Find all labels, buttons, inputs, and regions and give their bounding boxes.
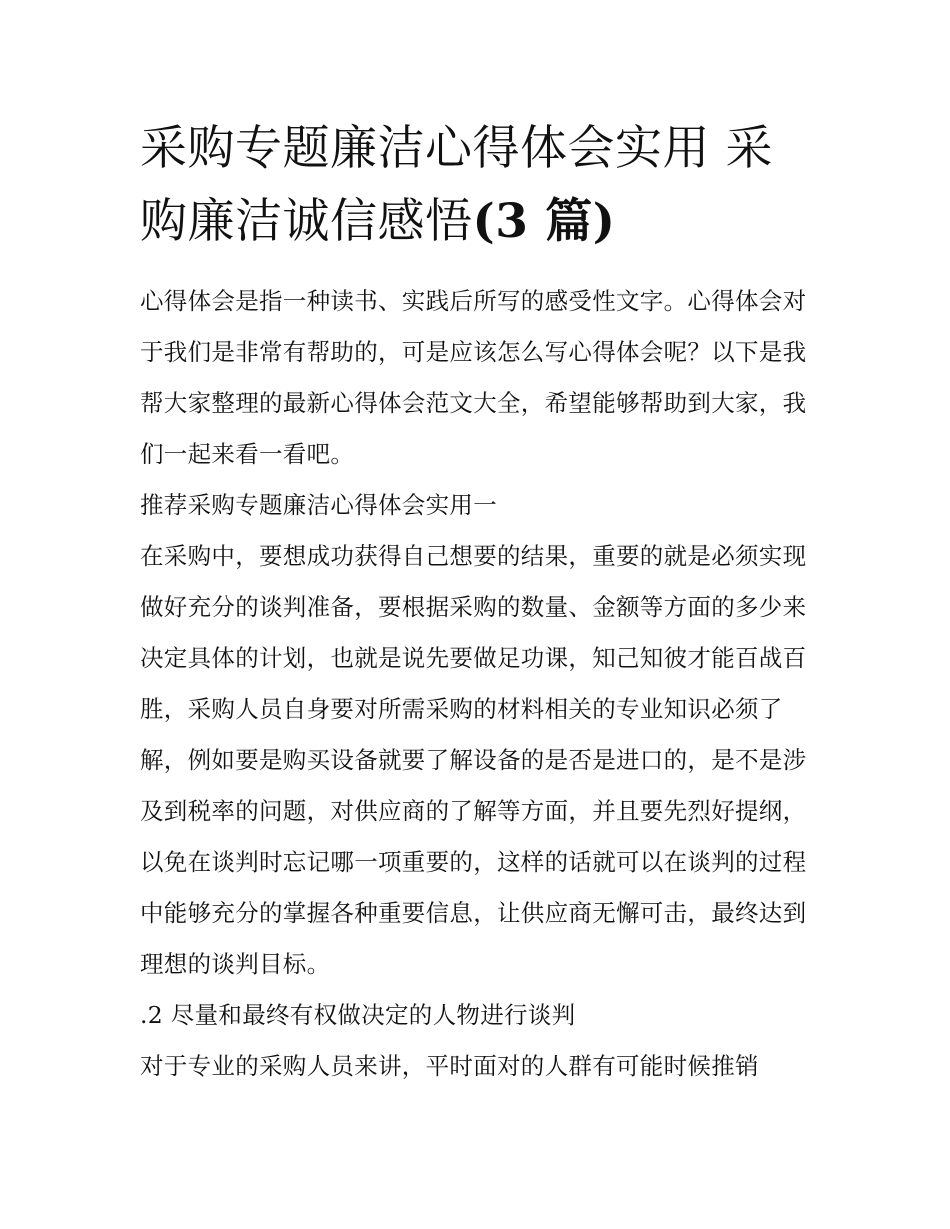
document-body [140,276,820,1092]
document-title [140,112,820,258]
subsection-heading: .2 尽量和最终有权做决定的人物进行谈判 [140,1001,576,1029]
intro-paragraph: 心得体会是指一种读书、实践后所写的感受性文字。心得体会对于我们是非常有帮助的，可是应该怎么写心得体会呢？以下是我帮大家整理的最新心得体会范文大全，希望能够帮助到大家，我们一起来看一看吧。 [140,287,807,468]
body-paragraph: 对于专业的采购人员来讲，平时面对的人群有可能时候推销 [140,1052,759,1080]
title-count: (3 篇) [472,194,616,249]
body-paragraph: 在采购中，要想成功获得自己想要的结果，重要的就是必须实现做好充分的谈判准备，要根据采购的数量、金额等方面的多少来决定具体的计划，也就是说先要做足功课，知己知彼才能百战百胜，采购人员自身要对所需采购的材料相关的专业知识必须了解，例如要是购买设备就要了解设备的是否是进口的，是不是涉及到税率的问题，对供应商的了解等方面，并且要先烈好提纲，以免在谈判时忘记哪一项重要的，这样的话就可以在谈判的过程中能够充分的掌握各种重要信息，让供应商无懈可击，最终达到理想的谈判目标。 [140,542,807,978]
section-heading: 推荐采购专题廉洁心得体会实用一 [140,491,497,519]
title-text: 采购专题廉洁心得体会实用 采购廉洁诚信感悟 [140,121,773,249]
